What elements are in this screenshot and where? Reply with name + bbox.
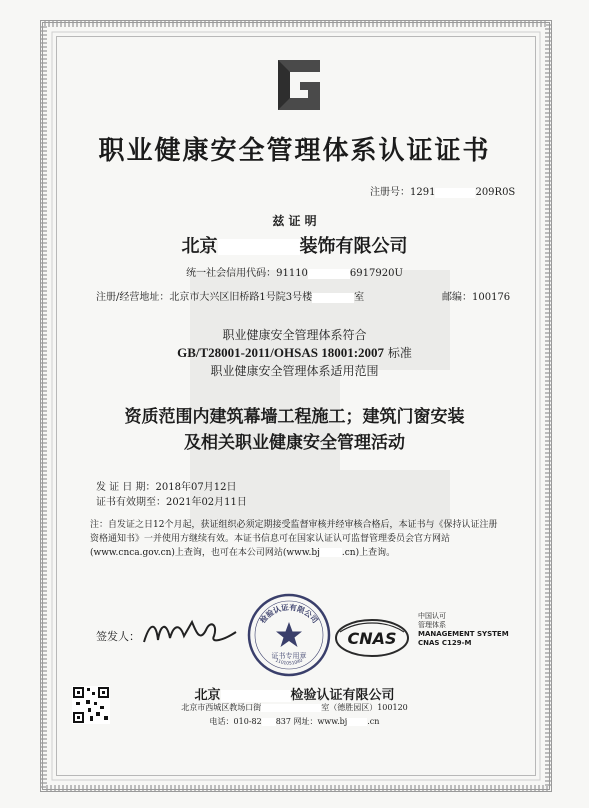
company-name xyxy=(0,232,589,258)
scope-line-1: 资质范围内建筑幕墙工程施工；建筑门窗安装 xyxy=(124,407,465,427)
registration-part1: 1291 xyxy=(410,187,436,198)
cnas-en-line: MANAGEMENT SYSTEM xyxy=(418,630,509,638)
certificate-note xyxy=(90,518,502,560)
issuer-address xyxy=(0,702,589,713)
company-seal xyxy=(246,592,332,678)
standard-suffix: 标准 xyxy=(384,346,412,360)
issuer-name xyxy=(0,684,589,703)
standard-code: GB/T28001-2011/OHSAS 18001:2007 xyxy=(177,345,385,360)
redaction-mask xyxy=(435,188,475,198)
conformance-line-3: 职业健康安全管理体系适用范围 xyxy=(210,364,379,378)
certificate-title: 职业健康安全管理体系认证证书 xyxy=(98,136,491,166)
cnas-cn-line-1: 中国认可 xyxy=(418,612,446,620)
company-name-part2: 装饰有限公司 xyxy=(299,236,408,257)
signer-label: 签发人： xyxy=(96,630,140,643)
issue-date-value: 2018年07月12日 xyxy=(155,482,237,493)
issuer-address-part2: 室（德胜园区）100120 xyxy=(321,703,408,712)
company-name-part1: 北京 xyxy=(181,236,218,257)
valid-until xyxy=(96,493,247,508)
signature-image xyxy=(140,612,240,650)
cnas-accreditation xyxy=(418,612,509,648)
credit-code-part2: 6917920U xyxy=(349,268,403,279)
redaction-mask xyxy=(262,718,276,726)
registration-number xyxy=(370,183,515,198)
seal-top-text: 检验认证有限公司 xyxy=(258,602,320,625)
redaction-mask xyxy=(218,239,300,255)
issue-date xyxy=(96,478,236,493)
issuer-phone-part1: 电话：010-82 xyxy=(209,717,262,726)
cnas-logo-icon xyxy=(334,618,410,658)
issuer-contact xyxy=(0,716,589,727)
credit-code-label: 统一社会信用代码： xyxy=(186,268,277,279)
conformance-line-1: 职业健康安全管理体系符合 xyxy=(222,328,367,342)
note-text-2: .cn)上查询。 xyxy=(341,548,396,558)
postal-label: 邮编： xyxy=(442,292,472,303)
issue-date-label: 发 证 日 期： xyxy=(96,482,156,493)
svg-text:检验认证有限公司 xyxy=(257,602,321,626)
valid-until-label: 证书有效期至： xyxy=(96,497,166,508)
redaction-mask xyxy=(308,269,350,279)
credit-code-part1: 91110 xyxy=(276,268,308,279)
hereby-certify: 兹 证 明 xyxy=(272,214,317,228)
cnas-logo-text: CNAS xyxy=(347,629,397,648)
redaction-mask xyxy=(221,690,291,702)
registration-part2: 209R0S xyxy=(475,187,516,198)
cg-logo-icon xyxy=(270,58,328,112)
seal-bottom-text: 证书专用章 xyxy=(271,652,307,660)
valid-until-value: 2021年02月11日 xyxy=(166,497,247,508)
postal-value: 100176 xyxy=(472,292,511,303)
postal-code xyxy=(442,288,510,303)
cnas-cn-line-2: 管理体系 xyxy=(418,621,446,629)
redaction-mask xyxy=(261,704,321,712)
issuer-name-part1: 北京 xyxy=(194,688,221,703)
redaction-mask xyxy=(347,718,367,726)
credit-code xyxy=(0,264,589,279)
note-text-1: 注：自发证之日12个月起，获证组织必须定期接受监督审核并经审核合格后，本证书与《保持认证注册资格通知书》一并使用方继续有效。本证书信息可在国家认证认可监督管理委员会官方网站(www.cnca.gov.cn)上查询，也可在本公司网站(www.bj xyxy=(90,520,498,558)
registration-label: 注册号： xyxy=(370,187,410,198)
cnas-code: CNAS C129-M xyxy=(418,639,472,647)
issuer-phone-part2: 837 网址：www.bj xyxy=(275,717,348,726)
scope-line-2: 及相关职业健康安全管理活动 xyxy=(184,433,405,453)
address-value: 北京市大兴区旧桥路1号院3号楼 xyxy=(169,292,313,303)
seal-code: 1101051040 xyxy=(274,658,304,667)
issuer-name-part2: 检验认证有限公司 xyxy=(290,688,395,703)
registered-address xyxy=(96,288,364,303)
issuer-phone-part3: .cn xyxy=(367,717,380,726)
address-suffix: 室 xyxy=(354,292,365,303)
address-label: 注册/经营地址： xyxy=(96,292,170,303)
redaction-mask xyxy=(312,293,354,303)
conformance-standard xyxy=(0,344,589,361)
issuer-address-part1: 北京市西城区教场口街 xyxy=(181,703,262,712)
redaction-mask xyxy=(320,548,342,557)
